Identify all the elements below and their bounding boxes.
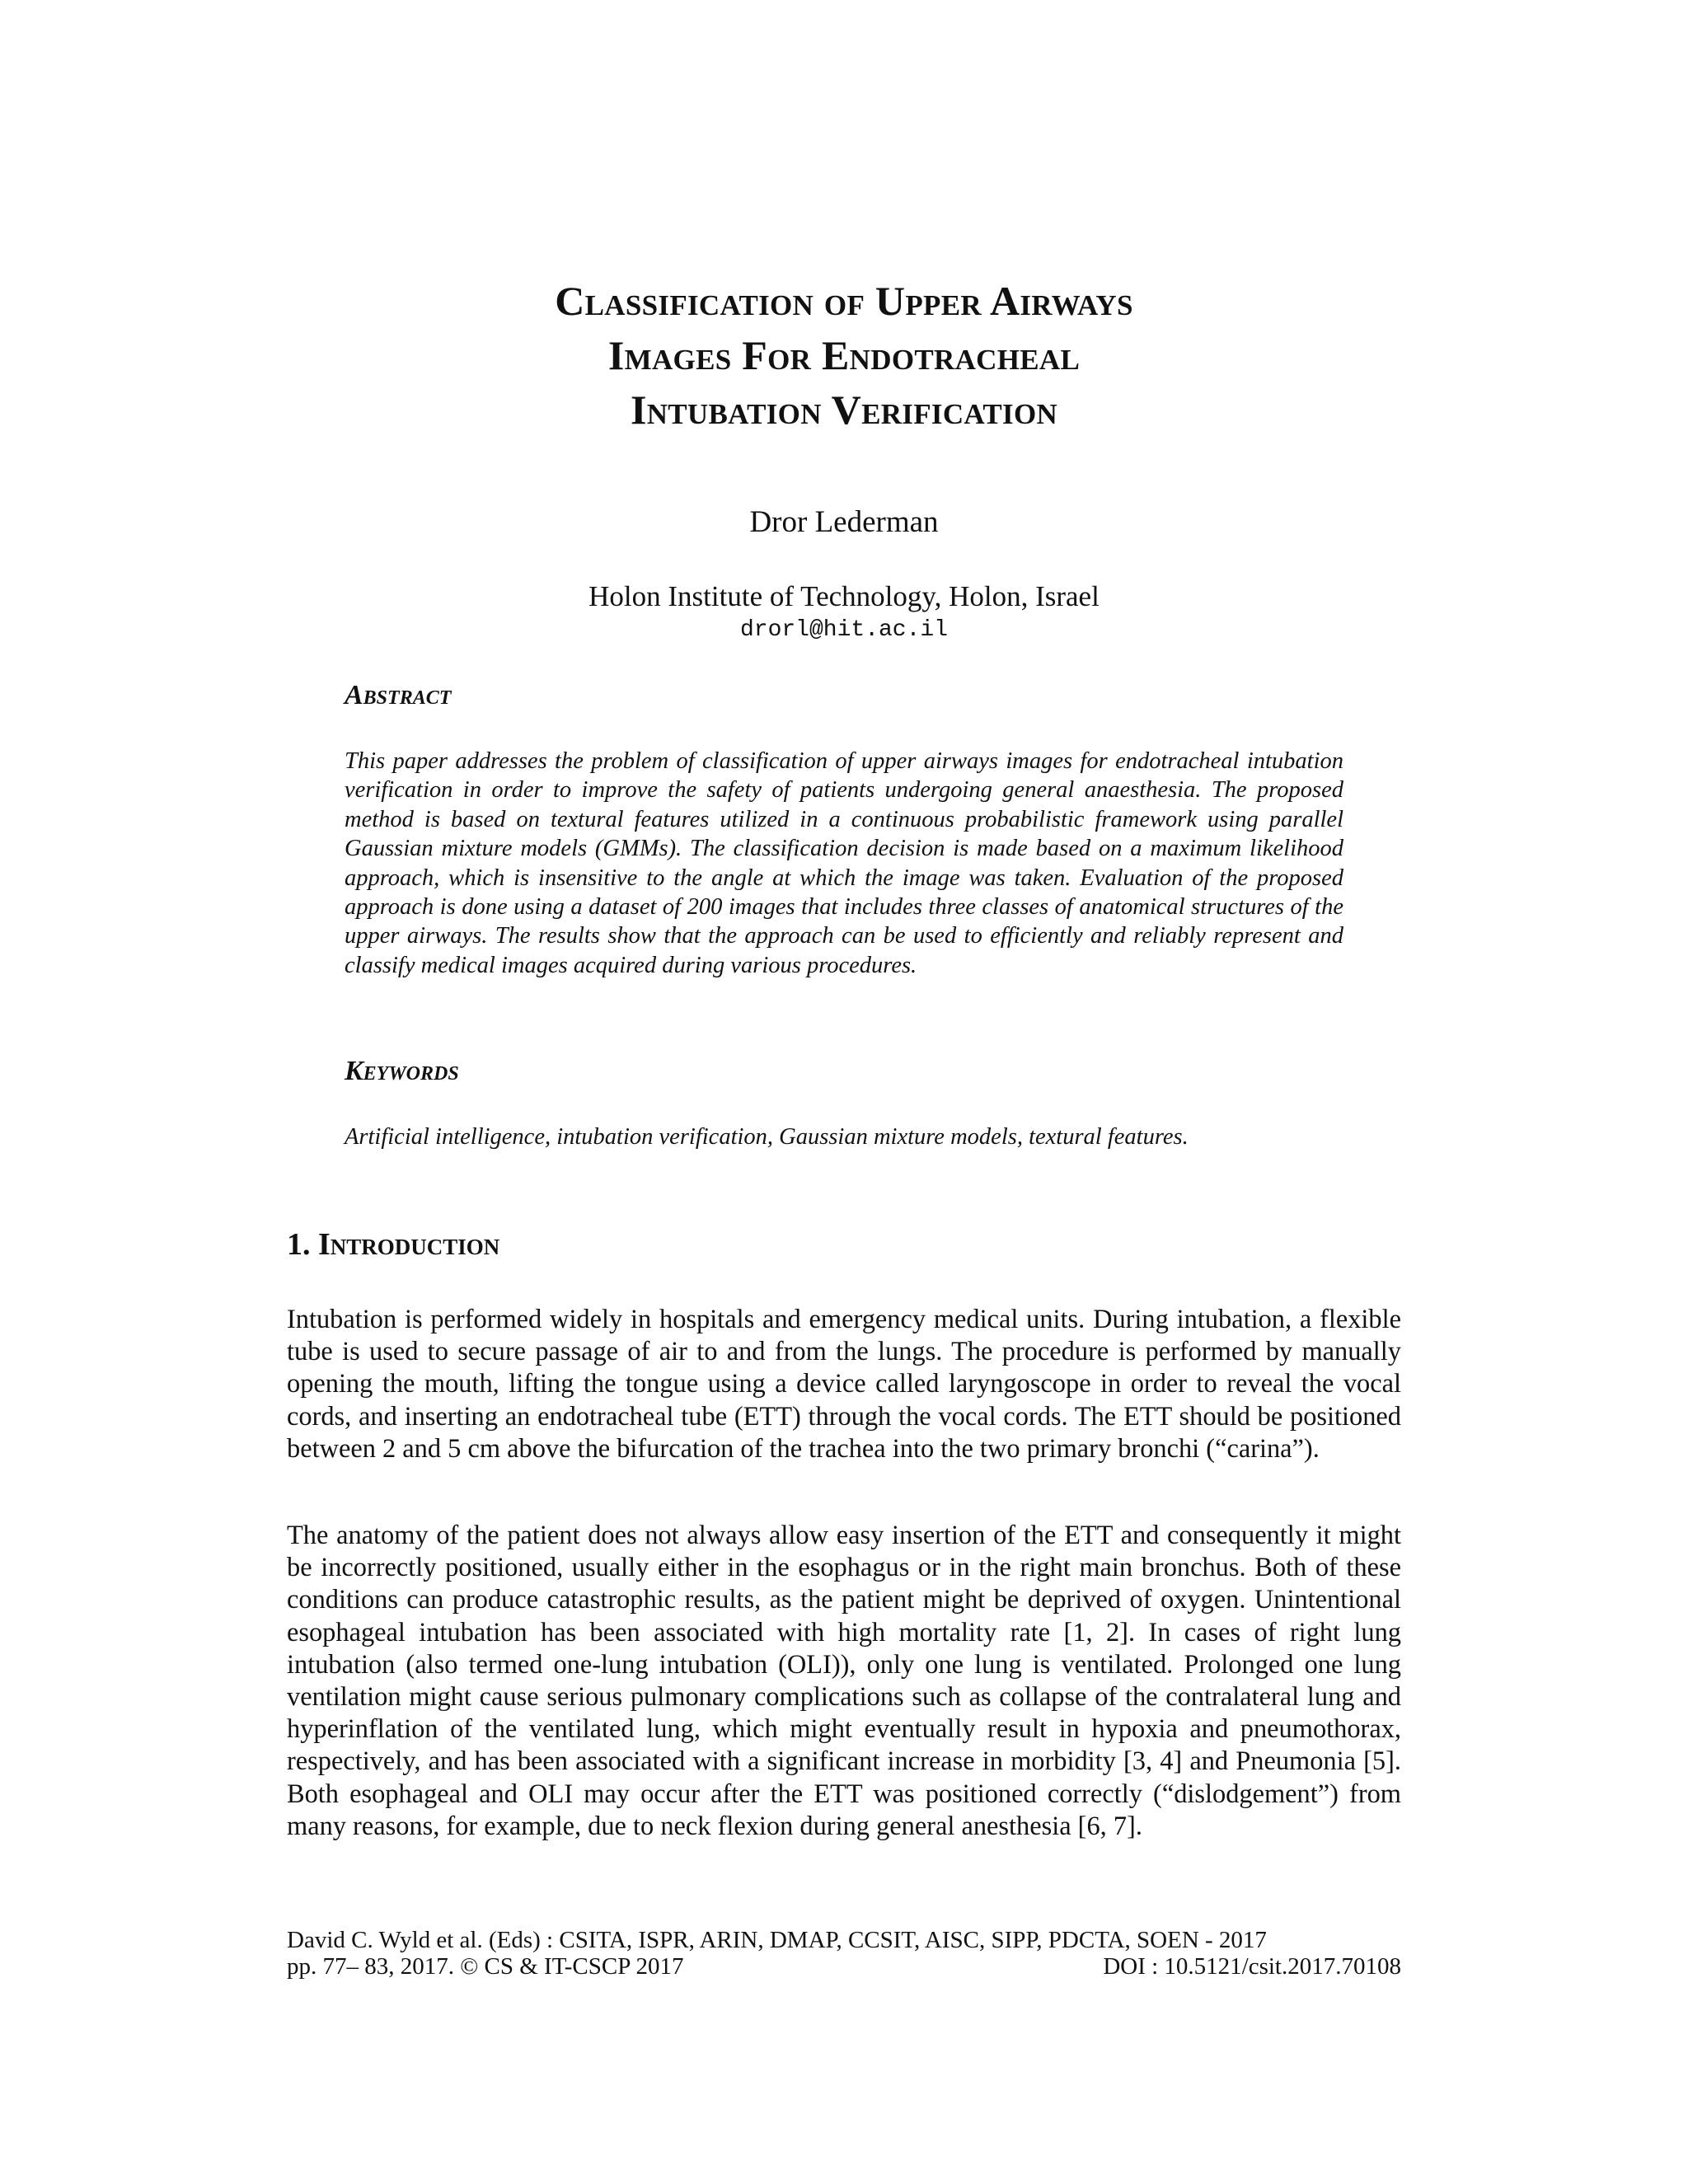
paper-title-line-3: Intubation Verification bbox=[630, 387, 1058, 433]
abstract-heading: Abstract bbox=[345, 680, 452, 710]
abstract-text: This paper addresses the problem of classification of upper airways images for endotracheal intubation verification in order to improve the safety of patients undergoing general anaesthesia. The proposed method is based on textural features utilized in a continuous probabilistic framework using parallel Gaussian mixture models (GMMs). The classification decision is made based on a maximum likelihood approach, which is insensitive to the angle at which the image was taken. Evaluation of the proposed approach is done using a dataset of 200 images that includes three classes of anatomical structures of the upper airways. The results show that the approach can be used to efficiently and reliably represent and classify medical images acquired during various procedures. bbox=[345, 748, 1343, 978]
footer-doi: DOI : 10.5121/csit.2017.70108 bbox=[1103, 1953, 1401, 1980]
introduction-paragraph-2: The anatomy of the patient does not always allow easy insertion of the ETT and consequently it might be incorrectly positioned, usually either in the esophagus or in the right main bronchus. Both of these conditions can produce catastrophic results, as the patient might be deprived of oxygen. Unintentional esophageal intubation has been associated with high mortality rate [1, 2]. In cases of right lung intubation (also termed one-lung intubation (OLI)), only one lung is ventilated. Prolonged one lung ventilation might cause serious pulmonary complications such as collapse of the contralateral lung and hyperinflation of the ventilated lung, which might eventually result in hypoxia and pneumothorax, respectively, and has been associated with a significant increase in morbidity [3, 4] and Pneumonia [5]. Both esophageal and OLI may occur after the ETT was positioned correctly (“dislodgement”) from many reasons, for example, due to neck flexion during general anesthesia [6, 7]. bbox=[287, 1521, 1401, 1841]
paper-title-line-2: Images For Endotracheal bbox=[607, 332, 1081, 378]
introduction-paragraph-1: Intubation is performed widely in hospitals and emergency medical units. During intubation, a flexible tube is used to secure passage of air to and from the lungs. The procedure is performed by manually opening the mouth, lifting the tongue using a device called laryngoscope in order to reveal the vocal cords, and inserting an endotracheal tube (ETT) through the vocal cords. The ETT should be positioned between 2 and 5 cm above the bifurcation of the trachea into the two primary bronchi (“carina”). bbox=[287, 1305, 1401, 1464]
keywords-heading: Keywords bbox=[345, 1056, 459, 1086]
paper-title-line-1: Classification of Upper Airways bbox=[555, 278, 1133, 324]
introduction-heading: 1. Introduction bbox=[287, 1227, 500, 1262]
author-name: Dror Lederman bbox=[749, 505, 939, 539]
author-email: drorl@hit.ac.il bbox=[739, 617, 949, 643]
footer-citation-row bbox=[287, 1953, 1401, 1980]
page-footer bbox=[287, 1927, 1401, 1980]
paper-title bbox=[165, 274, 1523, 437]
keywords-text: Artificial intelligence, intubation verification, Gaussian mixture models, textural features. bbox=[345, 1124, 1189, 1150]
footer-pages: pp. 77– 83, 2017. © CS & IT-CSCP 2017 bbox=[287, 1953, 684, 1980]
footer-proceedings: David C. Wyld et al. (Eds) : CSITA, ISPR, ARIN, DMAP, CCSIT, AISC, SIPP, PDCTA, SOEN - 2017 bbox=[287, 1927, 1267, 1953]
author-affiliation: Holon Institute of Technology, Holon, Israel bbox=[588, 580, 1100, 612]
